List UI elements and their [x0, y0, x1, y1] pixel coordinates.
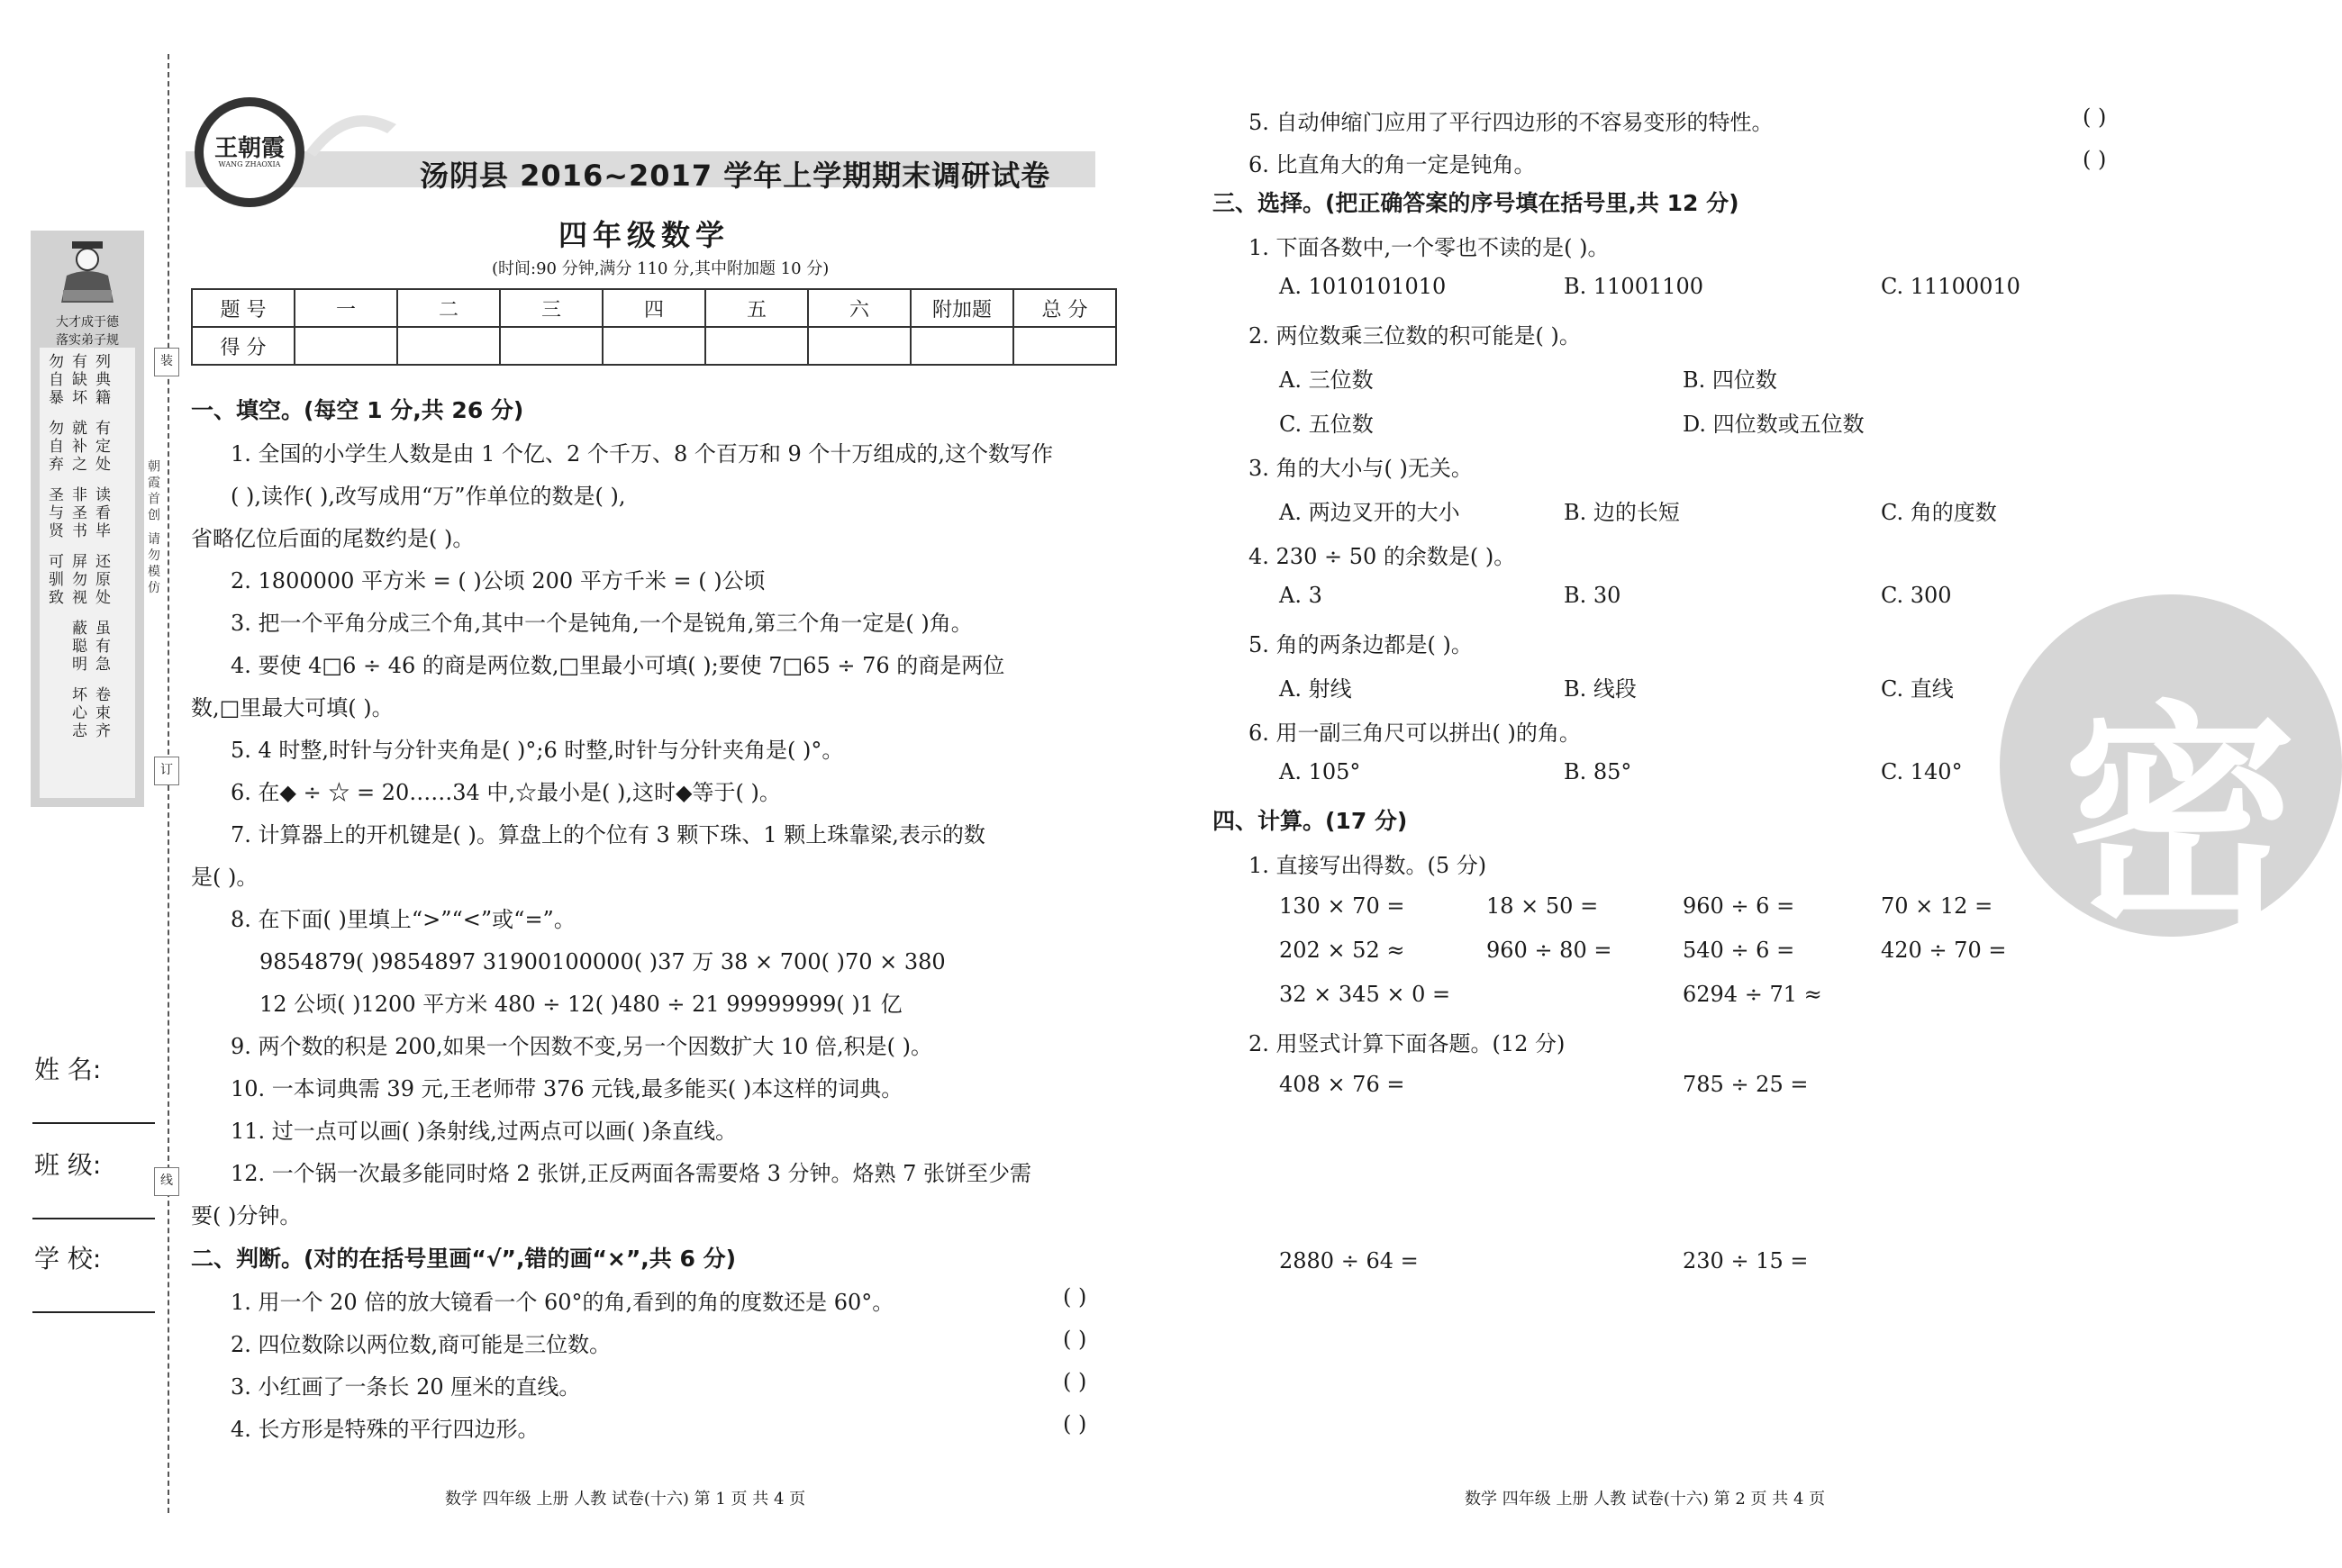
binding-mark: 装 [154, 348, 179, 376]
name-field[interactable] [32, 1122, 155, 1124]
binding-mark: 订 [154, 757, 179, 785]
brand-logo [195, 97, 304, 207]
question-line: 12 公顷( )1200 平方米 480 ÷ 12( )480 ÷ 21 99999999( )1 亿 [259, 992, 903, 1017]
score-table-header-row [192, 289, 1116, 327]
score-cell: 得 分 [192, 327, 295, 365]
question-line: 6. 在◆ ÷ ☆ = 20……34 中,☆最小是( ),这时◆等于( )。 [231, 780, 781, 805]
motto-line: 落实弟子规 [56, 333, 119, 348]
calc-item: 960 ÷ 80 = [1486, 938, 1612, 963]
motto-column: 列典籍 [92, 353, 110, 407]
calc-item: 130 × 70 = [1279, 893, 1405, 919]
question-line: 是( )。 [191, 865, 259, 890]
question-line: ( ),读作( ),改写成用“万”作单位的数是( ), [231, 484, 626, 509]
class-field[interactable] [32, 1218, 155, 1219]
choice-question: 4. 230 ÷ 50 的余数是( )。 [1248, 544, 1516, 569]
page-footer: 数学 四年级 上册 人教 试卷(十六) 第 1 页 共 4 页 [445, 1490, 806, 1509]
motto-column: 卷束齐 [92, 686, 110, 740]
motto-column: 就补之 [68, 420, 86, 474]
class-label: 班 级: [34, 1150, 102, 1180]
choice-option[interactable]: B. 四位数 [1683, 367, 1777, 393]
answer-paren[interactable]: ( ) [2083, 147, 2107, 172]
score-input[interactable] [911, 327, 1013, 365]
calc-item: 420 ÷ 70 = [1881, 938, 2007, 963]
section-heading: 四、计算。(17 分) [1212, 808, 1408, 834]
choice-option[interactable]: A. 三位数 [1279, 367, 1374, 393]
choice-option[interactable]: A. 射线 [1279, 676, 1352, 702]
logo-subtext: WANG ZHAOXIA [218, 160, 281, 168]
score-cell: 三 [500, 289, 603, 327]
question-line: 9854879( )9854897 31900100000( )37 万 38 × 700( )70 × 380 [259, 949, 946, 974]
motto-column: 有缺坏 [68, 353, 86, 407]
sub-question: 2. 用竖式计算下面各题。(12 分) [1248, 1031, 1566, 1056]
logo-text: 王朝霞 [213, 135, 285, 162]
judge-item: 6. 比直角大的角一定是钝角。 [1248, 152, 1536, 177]
score-input[interactable] [295, 327, 397, 365]
choice-option[interactable]: B. 边的长短 [1564, 500, 1680, 525]
motto-column: 可驯致 [45, 553, 63, 607]
subject-title: 四年级数学 [558, 218, 731, 252]
exam-info: (时间:90 分钟,满分 110 分,其中附加题 10 分) [492, 259, 830, 278]
score-input[interactable] [808, 327, 911, 365]
calc-item: 960 ÷ 6 = [1683, 893, 1795, 919]
score-cell: 总 分 [1013, 289, 1116, 327]
scholar-illustration-icon [54, 240, 121, 310]
motto-column: 圣与贤 [45, 486, 63, 540]
vertical-calc-item: 408 × 76 = [1279, 1072, 1405, 1097]
choice-option[interactable]: C. 直线 [1881, 676, 1954, 702]
name-label: 姓 名: [34, 1055, 102, 1084]
motto-panel [40, 348, 135, 798]
motto-column: 非圣书 [68, 486, 86, 540]
judge-item: 2. 四位数除以两位数,商可能是三位数。 [231, 1332, 612, 1357]
score-input[interactable] [397, 327, 500, 365]
motto-column: 勿自暴 [45, 353, 63, 407]
score-cell: 五 [705, 289, 808, 327]
confidential-stamp [2000, 594, 2342, 955]
page-footer: 数学 四年级 上册 人教 试卷(十六) 第 2 页 共 4 页 [1465, 1490, 1826, 1509]
question-line: 要( )分钟。 [191, 1203, 302, 1228]
left-margin-strip [31, 231, 144, 807]
score-table [191, 288, 1117, 366]
calc-item: 32 × 345 × 0 = [1279, 982, 1451, 1007]
score-cell: 一 [295, 289, 397, 327]
choice-option[interactable]: A. 1010101010 [1279, 274, 1447, 299]
motto-column: 虽有急 [92, 620, 110, 674]
question-line: 10. 一本词典需 39 元,王老师带 376 元钱,最多能买( )本这样的词典。 [231, 1076, 903, 1101]
question-line: 11. 过一点可以画( )条射线,过两点可以画( )条直线。 [231, 1119, 738, 1144]
calc-item: 18 × 50 = [1486, 893, 1599, 919]
question-line: 9. 两个数的积是 200,如果一个因数不变,另一个因数扩大 10 倍,积是( )。 [231, 1034, 933, 1059]
score-cell: 六 [808, 289, 911, 327]
choice-question: 3. 角的大小与( )无关。 [1248, 456, 1473, 481]
question-line: 7. 计算器上的开机键是( )。算盘上的个位有 3 颗下珠、1 颗上珠靠梁,表示的数 [231, 822, 985, 847]
vertical-calc-item: 230 ÷ 15 = [1683, 1248, 1809, 1273]
score-input[interactable] [1013, 327, 1116, 365]
score-cell: 附加题 [911, 289, 1013, 327]
choice-option[interactable]: A. 两边叉开的大小 [1279, 500, 1460, 525]
vertical-calc-item: 785 ÷ 25 = [1683, 1072, 1809, 1097]
question-line: 8. 在下面( )里填上“>”“<”或“=”。 [231, 907, 576, 932]
question-line: 数,□里最大可填( )。 [191, 695, 394, 721]
choice-option[interactable]: B. 线段 [1564, 676, 1637, 702]
score-cell: 二 [397, 289, 500, 327]
section-heading: 一、填空。(每空 1 分,共 26 分) [191, 397, 524, 423]
section-heading: 三、选择。(把正确答案的序号填在括号里,共 12 分) [1212, 190, 1739, 216]
question-line: 2. 1800000 平方米 = ( )公顷 200 平方千米 = ( )公顷 [231, 568, 766, 594]
stamp-glyph: 密 [2063, 683, 2297, 955]
school-field[interactable] [32, 1311, 155, 1313]
answer-paren[interactable]: ( ) [1063, 1369, 1087, 1394]
motto-column: 坏心志 [68, 686, 86, 740]
motto-column: 有定处 [92, 420, 110, 474]
choice-option[interactable]: C. 角的度数 [1881, 500, 1997, 525]
question-line: 3. 把一个平角分成三个角,其中一个是钝角,一个是锐角,第三个角一定是( )角。 [231, 611, 973, 636]
judge-item: 3. 小红画了一条长 20 厘米的直线。 [231, 1374, 581, 1400]
answer-paren[interactable]: ( ) [2083, 104, 2107, 130]
question-line: 省略亿位后面的尾数约是( )。 [191, 526, 475, 551]
choice-option[interactable]: B. 85° [1564, 759, 1632, 784]
motto-column: 屏勿视 [68, 553, 86, 607]
sub-question: 1. 直接写出得数。(5 分) [1248, 853, 1487, 878]
section-heading: 二、判断。(对的在括号里画“√”,错的画“×”,共 6 分) [191, 1246, 736, 1272]
choice-option[interactable]: C. 300 [1881, 583, 1952, 608]
cut-line-text: 朝霞首创 请勿模仿 [146, 459, 160, 597]
choice-option[interactable]: B. 11001100 [1564, 274, 1704, 299]
choice-question: 5. 角的两条边都是( )。 [1248, 632, 1473, 657]
school-label: 学 校: [34, 1244, 102, 1273]
judge-item: 5. 自动伸缩门应用了平行四边形的不容易变形的特性。 [1248, 110, 1774, 135]
choice-option[interactable]: B. 30 [1564, 583, 1621, 608]
score-input[interactable] [500, 327, 603, 365]
score-input[interactable] [603, 327, 705, 365]
choice-option[interactable]: C. 五位数 [1279, 412, 1374, 437]
motto-column: 读看毕 [92, 486, 110, 540]
calc-item: 6294 ÷ 71 ≈ [1683, 982, 1822, 1007]
motto-column: 还原处 [92, 553, 110, 607]
choice-option[interactable]: C. 140° [1881, 759, 1963, 784]
calc-item: 70 × 12 = [1881, 893, 1993, 919]
answer-paren[interactable]: ( ) [1063, 1327, 1087, 1352]
choice-question: 6. 用一副三角尺可以拼出( )的角。 [1248, 721, 1581, 746]
answer-paren[interactable]: ( ) [1063, 1284, 1087, 1310]
motto-column: 勿自弃 [45, 420, 63, 474]
question-line: 5. 4 时整,时针与分针夹角是( )°;6 时整,时针与分针夹角是( )°。 [231, 738, 844, 763]
score-cell: 四 [603, 289, 705, 327]
vertical-calc-item: 2880 ÷ 64 = [1279, 1248, 1419, 1273]
score-cell: 题 号 [192, 289, 295, 327]
motto-column: 蔽聪明 [68, 620, 86, 674]
choice-question: 1. 下面各数中,一个零也不读的是( )。 [1248, 235, 1610, 260]
calc-item: 202 × 52 ≈ [1279, 938, 1405, 963]
judge-item: 1. 用一个 20 倍的放大镜看一个 60°的角,看到的角的度数还是 60°。 [231, 1290, 894, 1315]
motto-top [38, 313, 137, 349]
question-line: 1. 全国的小学生人数是由 1 个亿、2 个千万、8 个百万和 9 个十万组成的,这个数写作 [231, 441, 1054, 467]
calc-item: 540 ÷ 6 = [1683, 938, 1795, 963]
ribbon-icon [297, 97, 405, 160]
choice-option[interactable]: D. 四位数或五位数 [1683, 412, 1865, 437]
motto-line: 大才成于德 [56, 315, 119, 330]
score-input[interactable] [705, 327, 808, 365]
choice-question: 2. 两位数乘三位数的积可能是( )。 [1248, 323, 1581, 349]
question-line: 4. 要使 4□6 ÷ 46 的商是两位数,□里最小可填( );要使 7□65 ÷ 76 的商是两位 [231, 653, 1005, 678]
judge-item: 4. 长方形是特殊的平行四边形。 [231, 1417, 540, 1442]
choice-option[interactable]: C. 11100010 [1881, 274, 2020, 299]
choice-option[interactable]: A. 105° [1279, 759, 1361, 784]
answer-paren[interactable]: ( ) [1063, 1411, 1087, 1437]
score-table-score-row [192, 327, 1116, 365]
choice-option[interactable]: A. 3 [1279, 583, 1322, 608]
binding-mark: 线 [154, 1167, 179, 1196]
exam-title: 汤阴县 2016~2017 学年上学期期末调研试卷 [420, 159, 1051, 193]
question-line: 12. 一个锅一次最多能同时烙 2 张饼,正反两面各需要烙 3 分钟。烙熟 7 张饼至少需 [231, 1161, 1032, 1186]
